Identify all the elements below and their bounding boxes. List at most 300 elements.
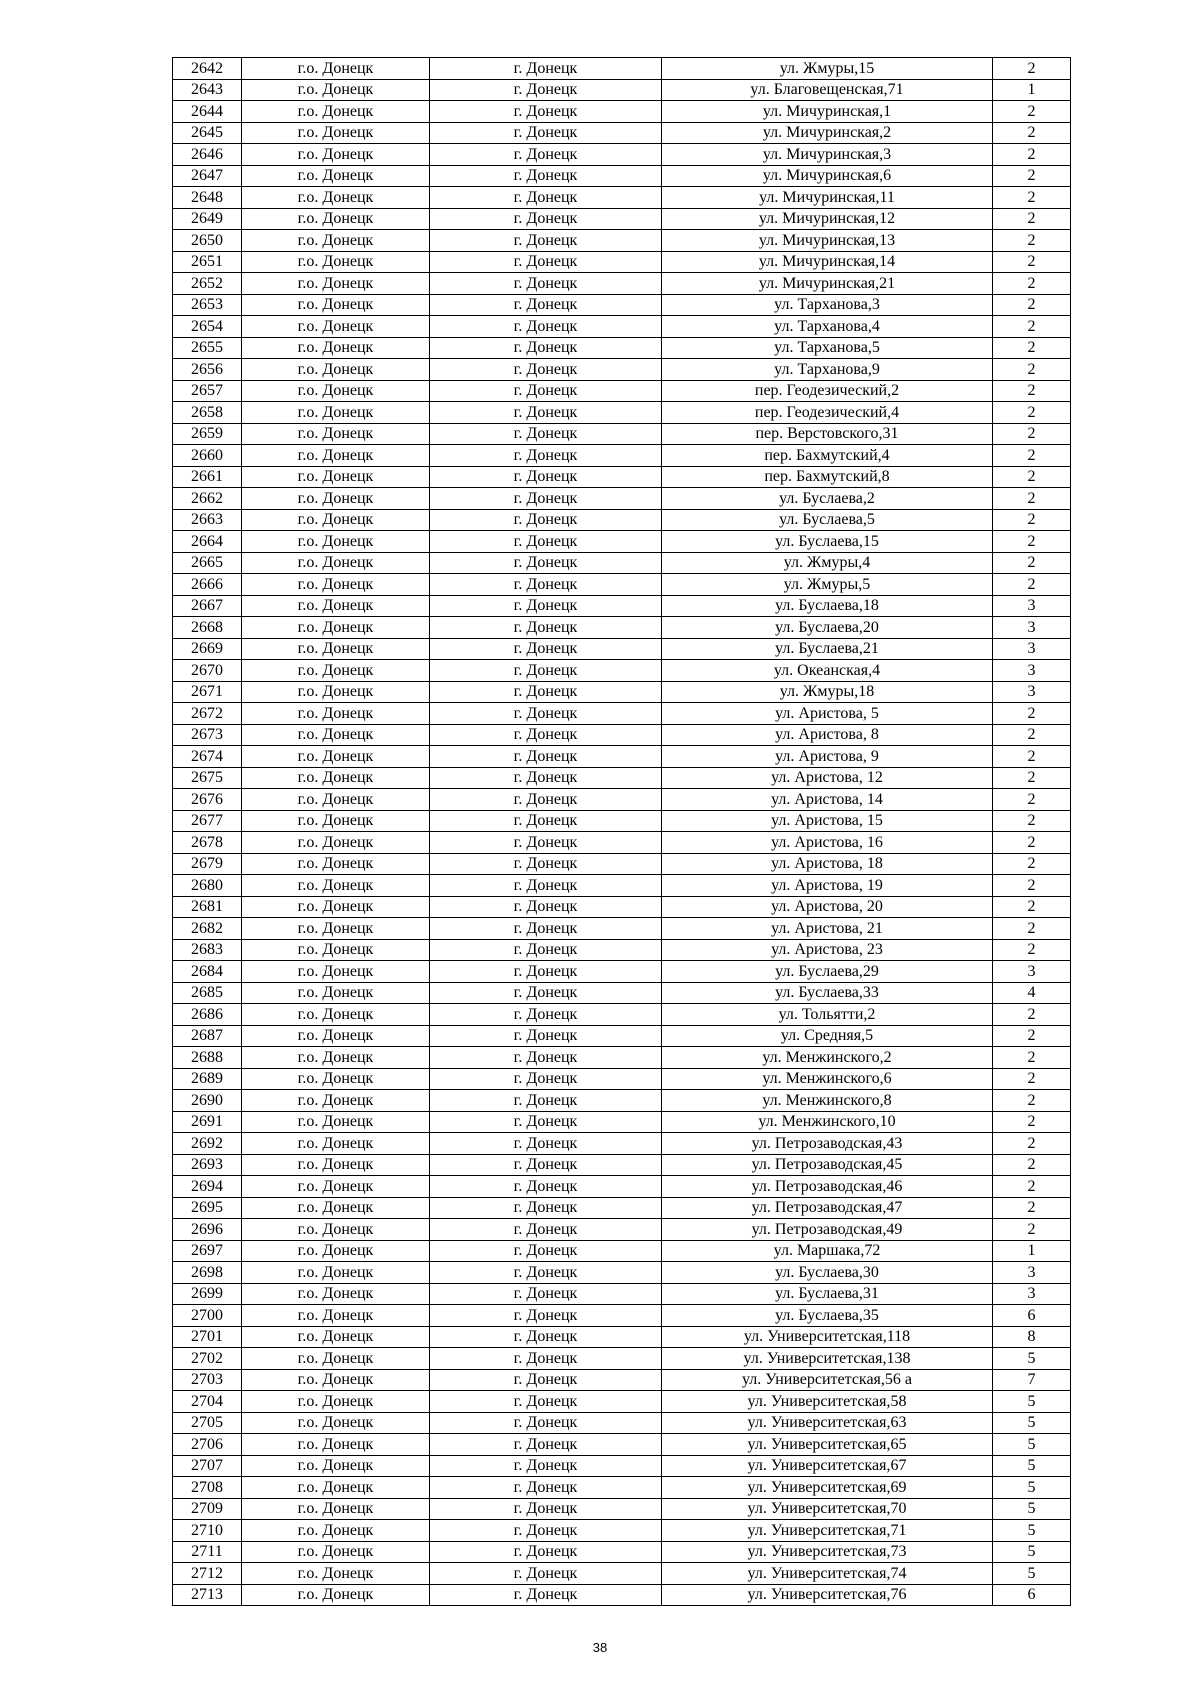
table-row: [173, 1025, 1071, 1047]
count-cell: 2: [993, 552, 1071, 574]
row-number-cell: 2684: [173, 961, 242, 983]
table-row: [173, 1412, 1071, 1434]
address-cell: ул. Университетская,63: [662, 1412, 993, 1434]
district-cell: г.о. Донецк: [242, 681, 430, 703]
table-row: [173, 1305, 1071, 1327]
address-cell: ул. Петрозаводская,45: [662, 1154, 993, 1176]
table-row: [173, 1498, 1071, 1520]
city-cell: г. Донецк: [430, 1434, 662, 1456]
count-cell: 5: [993, 1455, 1071, 1477]
city-cell: г. Донецк: [430, 681, 662, 703]
table-row: [173, 789, 1071, 811]
city-cell: г. Донецк: [430, 316, 662, 338]
table-row: [173, 101, 1071, 123]
address-cell: ул. Мичуринская,12: [662, 208, 993, 230]
count-cell: 2: [993, 316, 1071, 338]
city-cell: г. Донецк: [430, 875, 662, 897]
count-cell: 4: [993, 982, 1071, 1004]
address-cell: ул. Буслаева,33: [662, 982, 993, 1004]
count-cell: 3: [993, 681, 1071, 703]
table-row: [173, 122, 1071, 144]
city-cell: г. Донецк: [430, 1455, 662, 1477]
city-cell: г. Донецк: [430, 1219, 662, 1241]
table-row: [173, 1197, 1071, 1219]
count-cell: 2: [993, 1197, 1071, 1219]
table-row: [173, 681, 1071, 703]
address-cell: пер. Бахмутский,4: [662, 445, 993, 467]
table-row: [173, 273, 1071, 295]
city-cell: г. Донецк: [430, 1498, 662, 1520]
city-cell: г. Донецк: [430, 638, 662, 660]
count-cell: 2: [993, 789, 1071, 811]
row-number-cell: 2642: [173, 58, 242, 80]
district-cell: г.о. Донецк: [242, 832, 430, 854]
row-number-cell: 2661: [173, 466, 242, 488]
address-cell: ул. Тарханова,5: [662, 337, 993, 359]
count-cell: 2: [993, 58, 1071, 80]
district-cell: г.о. Донецк: [242, 380, 430, 402]
address-cell: ул. Аристова, 19: [662, 875, 993, 897]
city-cell: г. Донецк: [430, 359, 662, 381]
city-cell: г. Донецк: [430, 1369, 662, 1391]
city-cell: г. Донецк: [430, 939, 662, 961]
address-cell: ул. Мичуринская,21: [662, 273, 993, 295]
city-cell: г. Донецк: [430, 531, 662, 553]
district-cell: г.о. Донецк: [242, 1520, 430, 1542]
district-cell: г.о. Донецк: [242, 187, 430, 209]
address-cell: ул. Университетская,67: [662, 1455, 993, 1477]
address-cell: ул. Менжинского,8: [662, 1090, 993, 1112]
row-number-cell: 2644: [173, 101, 242, 123]
address-cell: ул. Мичуринская,14: [662, 251, 993, 273]
row-number-cell: 2712: [173, 1563, 242, 1585]
city-cell: г. Донецк: [430, 122, 662, 144]
table-row: [173, 488, 1071, 510]
row-number-cell: 2698: [173, 1262, 242, 1284]
city-cell: г. Донецк: [430, 337, 662, 359]
address-cell: ул. Университетская,70: [662, 1498, 993, 1520]
city-cell: г. Донецк: [430, 1068, 662, 1090]
count-cell: 3: [993, 660, 1071, 682]
count-cell: 3: [993, 961, 1071, 983]
row-number-cell: 2656: [173, 359, 242, 381]
district-cell: г.о. Донецк: [242, 359, 430, 381]
row-number-cell: 2673: [173, 724, 242, 746]
row-number-cell: 2704: [173, 1391, 242, 1413]
district-cell: г.о. Донецк: [242, 1047, 430, 1069]
table-row: [173, 1563, 1071, 1585]
city-cell: г. Донецк: [430, 1004, 662, 1026]
count-cell: 1: [993, 79, 1071, 101]
table-row: [173, 1068, 1071, 1090]
row-number-cell: 2672: [173, 703, 242, 725]
row-number-cell: 2692: [173, 1133, 242, 1155]
address-cell: ул. Менжинского,2: [662, 1047, 993, 1069]
address-cell: ул. Жмуры,18: [662, 681, 993, 703]
count-cell: 8: [993, 1326, 1071, 1348]
row-number-cell: 2690: [173, 1090, 242, 1112]
district-cell: г.о. Донецк: [242, 1090, 430, 1112]
row-number-cell: 2711: [173, 1541, 242, 1563]
row-number-cell: 2650: [173, 230, 242, 252]
row-number-cell: 2687: [173, 1025, 242, 1047]
address-cell: ул. Университетская,76: [662, 1584, 993, 1606]
district-cell: г.о. Донецк: [242, 273, 430, 295]
row-number-cell: 2681: [173, 896, 242, 918]
count-cell: 1: [993, 1240, 1071, 1262]
table-row: [173, 1133, 1071, 1155]
district-cell: г.о. Донецк: [242, 1025, 430, 1047]
table-row: [173, 1111, 1071, 1133]
district-cell: г.о. Донецк: [242, 1369, 430, 1391]
row-number-cell: 2706: [173, 1434, 242, 1456]
city-cell: г. Донецк: [430, 466, 662, 488]
address-cell: ул. Мичуринская,3: [662, 144, 993, 166]
district-cell: г.о. Донецк: [242, 1326, 430, 1348]
city-cell: г. Донецк: [430, 1025, 662, 1047]
district-cell: г.о. Донецк: [242, 79, 430, 101]
city-cell: г. Донецк: [430, 617, 662, 639]
address-cell: ул. Университетская,71: [662, 1520, 993, 1542]
district-cell: г.о. Донецк: [242, 1498, 430, 1520]
table-row: [173, 1090, 1071, 1112]
city-cell: г. Донецк: [430, 1391, 662, 1413]
table-row: [173, 1584, 1071, 1606]
count-cell: 2: [993, 144, 1071, 166]
count-cell: 7: [993, 1369, 1071, 1391]
address-cell: ул. Тарханова,3: [662, 294, 993, 316]
count-cell: 2: [993, 896, 1071, 918]
city-cell: г. Донецк: [430, 1412, 662, 1434]
row-number-cell: 2713: [173, 1584, 242, 1606]
count-cell: 2: [993, 445, 1071, 467]
row-number-cell: 2671: [173, 681, 242, 703]
district-cell: г.о. Донецк: [242, 918, 430, 940]
row-number-cell: 2660: [173, 445, 242, 467]
table-row: [173, 165, 1071, 187]
count-cell: 2: [993, 810, 1071, 832]
district-cell: г.о. Донецк: [242, 230, 430, 252]
table-row: [173, 1391, 1071, 1413]
row-number-cell: 2703: [173, 1369, 242, 1391]
address-cell: ул. Мичуринская,1: [662, 101, 993, 123]
city-cell: г. Донецк: [430, 1047, 662, 1069]
row-number-cell: 2670: [173, 660, 242, 682]
city-cell: г. Донецк: [430, 445, 662, 467]
table-row: [173, 1477, 1071, 1499]
district-cell: г.о. Донецк: [242, 767, 430, 789]
city-cell: г. Донецк: [430, 208, 662, 230]
city-cell: г. Донецк: [430, 1584, 662, 1606]
district-cell: г.о. Донецк: [242, 982, 430, 1004]
district-cell: г.о. Донецк: [242, 595, 430, 617]
address-cell: ул. Аристова, 15: [662, 810, 993, 832]
district-cell: г.о. Донецк: [242, 1434, 430, 1456]
row-number-cell: 2701: [173, 1326, 242, 1348]
city-cell: г. Донецк: [430, 853, 662, 875]
row-number-cell: 2679: [173, 853, 242, 875]
city-cell: г. Донецк: [430, 1197, 662, 1219]
table-row: [173, 1047, 1071, 1069]
row-number-cell: 2667: [173, 595, 242, 617]
address-cell: ул. Буслаева,5: [662, 509, 993, 531]
district-cell: г.о. Донецк: [242, 1283, 430, 1305]
city-cell: г. Донецк: [430, 79, 662, 101]
city-cell: г. Донецк: [430, 1563, 662, 1585]
city-cell: г. Донецк: [430, 1090, 662, 1112]
district-cell: г.о. Донецк: [242, 574, 430, 596]
table-row: [173, 918, 1071, 940]
table-row: [173, 144, 1071, 166]
address-cell: ул. Аристова, 18: [662, 853, 993, 875]
city-cell: г. Донецк: [430, 1520, 662, 1542]
table-row: [173, 1283, 1071, 1305]
row-number-cell: 2682: [173, 918, 242, 940]
address-cell: ул. Жмуры,4: [662, 552, 993, 574]
table-row: [173, 316, 1071, 338]
city-cell: г. Донецк: [430, 961, 662, 983]
count-cell: 2: [993, 208, 1071, 230]
city-cell: г. Донецк: [430, 1111, 662, 1133]
table-row: [173, 724, 1071, 746]
city-cell: г. Донецк: [430, 1240, 662, 1262]
address-cell: ул. Жмуры,5: [662, 574, 993, 596]
count-cell: 5: [993, 1412, 1071, 1434]
table-row: [173, 58, 1071, 80]
district-cell: г.о. Донецк: [242, 445, 430, 467]
row-number-cell: 2685: [173, 982, 242, 1004]
address-cell: ул. Буслаева,2: [662, 488, 993, 510]
address-cell: ул. Университетская,58: [662, 1391, 993, 1413]
city-cell: г. Донецк: [430, 724, 662, 746]
district-cell: г.о. Донецк: [242, 101, 430, 123]
count-cell: 2: [993, 1025, 1071, 1047]
count-cell: 2: [993, 488, 1071, 510]
count-cell: 2: [993, 918, 1071, 940]
table-row: [173, 251, 1071, 273]
table-row: [173, 1262, 1071, 1284]
count-cell: 2: [993, 509, 1071, 531]
row-number-cell: 2695: [173, 1197, 242, 1219]
district-cell: г.о. Донецк: [242, 746, 430, 768]
district-cell: г.о. Донецк: [242, 1412, 430, 1434]
row-number-cell: 2677: [173, 810, 242, 832]
row-number-cell: 2694: [173, 1176, 242, 1198]
district-cell: г.о. Донецк: [242, 144, 430, 166]
address-cell: пер. Верстовского,31: [662, 423, 993, 445]
district-cell: г.о. Донецк: [242, 724, 430, 746]
row-number-cell: 2647: [173, 165, 242, 187]
row-number-cell: 2702: [173, 1348, 242, 1370]
table-row: [173, 208, 1071, 230]
city-cell: г. Донецк: [430, 746, 662, 768]
city-cell: г. Донецк: [430, 832, 662, 854]
address-cell: ул. Аристова, 8: [662, 724, 993, 746]
row-number-cell: 2686: [173, 1004, 242, 1026]
table-row: [173, 445, 1071, 467]
address-cell: ул. Университетская,74: [662, 1563, 993, 1585]
row-number-cell: 2678: [173, 832, 242, 854]
address-cell: ул. Тольятти,2: [662, 1004, 993, 1026]
page-number: 38: [592, 1640, 608, 1655]
table-row: [173, 402, 1071, 424]
city-cell: г. Донецк: [430, 982, 662, 1004]
district-cell: г.о. Донецк: [242, 1004, 430, 1026]
row-number-cell: 2699: [173, 1283, 242, 1305]
row-number-cell: 2655: [173, 337, 242, 359]
district-cell: г.о. Донецк: [242, 703, 430, 725]
count-cell: 2: [993, 1068, 1071, 1090]
district-cell: г.о. Донецк: [242, 961, 430, 983]
district-cell: г.о. Донецк: [242, 875, 430, 897]
count-cell: 5: [993, 1541, 1071, 1563]
city-cell: г. Донецк: [430, 660, 662, 682]
district-cell: г.о. Донецк: [242, 1262, 430, 1284]
table-row: [173, 574, 1071, 596]
address-cell: ул. Университетская,65: [662, 1434, 993, 1456]
count-cell: 5: [993, 1498, 1071, 1520]
count-cell: 2: [993, 724, 1071, 746]
district-cell: г.о. Донецк: [242, 617, 430, 639]
city-cell: г. Донецк: [430, 1176, 662, 1198]
count-cell: 2: [993, 359, 1071, 381]
district-cell: г.о. Донецк: [242, 939, 430, 961]
table-row: [173, 638, 1071, 660]
row-number-cell: 2645: [173, 122, 242, 144]
row-number-cell: 2664: [173, 531, 242, 553]
address-cell: ул. Менжинского,6: [662, 1068, 993, 1090]
count-cell: 3: [993, 638, 1071, 660]
district-cell: г.о. Донецк: [242, 1111, 430, 1133]
row-number-cell: 2710: [173, 1520, 242, 1542]
row-number-cell: 2693: [173, 1154, 242, 1176]
table-row: [173, 746, 1071, 768]
address-cell: ул. Буслаева,21: [662, 638, 993, 660]
address-cell: ул. Буслаева,35: [662, 1305, 993, 1327]
city-cell: г. Донецк: [430, 230, 662, 252]
address-cell: ул. Буслаева,31: [662, 1283, 993, 1305]
address-cell: ул. Университетская,118: [662, 1326, 993, 1348]
city-cell: г. Донецк: [430, 423, 662, 445]
table-row: [173, 982, 1071, 1004]
count-cell: 3: [993, 1283, 1071, 1305]
district-cell: г.о. Донецк: [242, 1219, 430, 1241]
city-cell: г. Донецк: [430, 101, 662, 123]
city-cell: г. Донецк: [430, 1348, 662, 1370]
row-number-cell: 2696: [173, 1219, 242, 1241]
address-cell: ул. Петрозаводская,49: [662, 1219, 993, 1241]
count-cell: 2: [993, 531, 1071, 553]
row-number-cell: 2675: [173, 767, 242, 789]
address-cell: пер. Бахмутский,8: [662, 466, 993, 488]
count-cell: 2: [993, 402, 1071, 424]
table-row: [173, 1348, 1071, 1370]
city-cell: г. Донецк: [430, 595, 662, 617]
address-cell: ул. Буслаева,29: [662, 961, 993, 983]
count-cell: 2: [993, 380, 1071, 402]
count-cell: 2: [993, 574, 1071, 596]
city-cell: г. Донецк: [430, 273, 662, 295]
city-cell: г. Донецк: [430, 1477, 662, 1499]
row-number-cell: 2705: [173, 1412, 242, 1434]
row-number-cell: 2665: [173, 552, 242, 574]
address-cell: ул. Аристова, 16: [662, 832, 993, 854]
table-row: [173, 552, 1071, 574]
address-cell: ул. Университетская,56 а: [662, 1369, 993, 1391]
district-cell: г.о. Донецк: [242, 1563, 430, 1585]
address-cell: ул. Буслаева,30: [662, 1262, 993, 1284]
district-cell: г.о. Донецк: [242, 1348, 430, 1370]
city-cell: г. Донецк: [430, 1541, 662, 1563]
table-row: [173, 359, 1071, 381]
row-number-cell: 2688: [173, 1047, 242, 1069]
district-cell: г.о. Донецк: [242, 466, 430, 488]
table-row: [173, 423, 1071, 445]
address-cell: ул. Петрозаводская,46: [662, 1176, 993, 1198]
district-cell: г.о. Донецк: [242, 1305, 430, 1327]
count-cell: 2: [993, 423, 1071, 445]
district-cell: г.о. Донецк: [242, 789, 430, 811]
address-cell: ул. Жмуры,15: [662, 58, 993, 80]
district-cell: г.о. Донецк: [242, 853, 430, 875]
district-cell: г.о. Донецк: [242, 251, 430, 273]
row-number-cell: 2674: [173, 746, 242, 768]
row-number-cell: 2648: [173, 187, 242, 209]
count-cell: 2: [993, 703, 1071, 725]
district-cell: г.о. Донецк: [242, 1455, 430, 1477]
city-cell: г. Донецк: [430, 1326, 662, 1348]
table-row: [173, 187, 1071, 209]
row-number-cell: 2643: [173, 79, 242, 101]
count-cell: 2: [993, 337, 1071, 359]
district-cell: г.о. Донецк: [242, 1154, 430, 1176]
city-cell: г. Донецк: [430, 767, 662, 789]
city-cell: г. Донецк: [430, 509, 662, 531]
city-cell: г. Донецк: [430, 918, 662, 940]
address-cell: ул. Тарханова,9: [662, 359, 993, 381]
count-cell: 2: [993, 101, 1071, 123]
table-row: [173, 466, 1071, 488]
table-row: [173, 703, 1071, 725]
district-cell: г.о. Донецк: [242, 337, 430, 359]
address-cell: ул. Аристова, 5: [662, 703, 993, 725]
address-cell: ул. Буслаева,20: [662, 617, 993, 639]
row-number-cell: 2654: [173, 316, 242, 338]
address-cell: ул. Мичуринская,13: [662, 230, 993, 252]
address-cell: ул. Тарханова,4: [662, 316, 993, 338]
district-cell: г.о. Донецк: [242, 1176, 430, 1198]
count-cell: 2: [993, 1133, 1071, 1155]
address-cell: ул. Аристова, 21: [662, 918, 993, 940]
count-cell: 2: [993, 466, 1071, 488]
city-cell: г. Донецк: [430, 896, 662, 918]
count-cell: 2: [993, 1154, 1071, 1176]
address-cell: ул. Благовещенская,71: [662, 79, 993, 101]
count-cell: 5: [993, 1434, 1071, 1456]
row-number-cell: 2708: [173, 1477, 242, 1499]
city-cell: г. Донецк: [430, 251, 662, 273]
count-cell: 2: [993, 251, 1071, 273]
district-cell: г.о. Донецк: [242, 1068, 430, 1090]
table-row: [173, 595, 1071, 617]
count-cell: 2: [993, 122, 1071, 144]
district-cell: г.о. Донецк: [242, 488, 430, 510]
table-row: [173, 1434, 1071, 1456]
city-cell: г. Донецк: [430, 402, 662, 424]
row-number-cell: 2689: [173, 1068, 242, 1090]
row-number-cell: 2697: [173, 1240, 242, 1262]
count-cell: 2: [993, 832, 1071, 854]
